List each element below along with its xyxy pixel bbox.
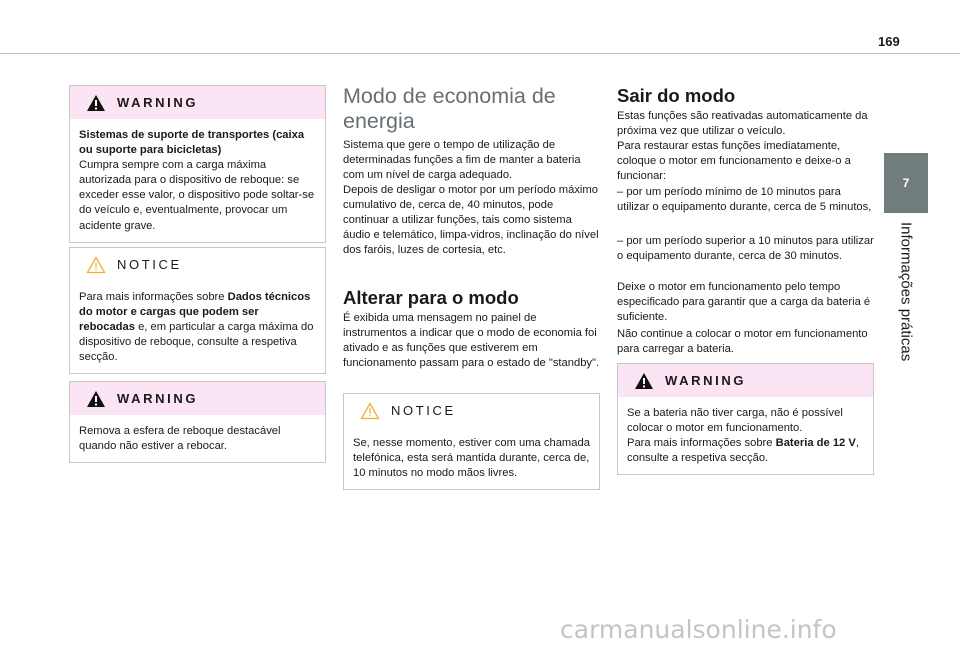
energy-para-2: Depois de desligar o motor por um período máximo cumulativo de, cerca de, 40 minutos, pode continuar a utilizar funções, tais como sistema áudio e telemático, limpa-vidros, inclinação do nível dos faróis, luzes de cortesia, etc.: [343, 184, 599, 257]
notice-text: Se, nesse momento, estiver com uma chamada telefónica, esta será mantida durante, cerca de, 10 minutos no modo mãos livres.: [353, 437, 590, 480]
warning-label: WARNING: [117, 391, 199, 406]
warning-body: [70, 119, 325, 242]
notice-label: NOTICE: [391, 403, 456, 418]
section-title-energy-economy: Modo de economia de energia: [343, 84, 556, 133]
warning-header: [70, 382, 325, 415]
exit-para-3: Deixe o motor em funcionamento pelo tempo especificado para garantir que a carga da bateria é suficiente.: [617, 281, 871, 324]
notice-triangle-icon: [86, 256, 106, 274]
chapter-title: [884, 214, 928, 374]
warning-text-pre: Para mais informações sobre: [627, 437, 776, 450]
exit-list-item-2: – por um período superior a 10 minutos para utilizar o equipamento durante, cerca de 30 minutos.: [617, 235, 874, 263]
warning-triangle-icon: [86, 390, 106, 408]
notice-text-post: e, em particular a carga máxima do dispositivo de reboque, consulte a respetiva secção.: [79, 321, 314, 364]
notice-label: NOTICE: [117, 257, 182, 272]
notice-box-phone: [343, 393, 600, 490]
exit-para-1: Estas funções são reativadas automaticamente da próxima vez que utilizar o veículo.: [617, 110, 868, 138]
warning-link-text: Bateria de 12 V: [775, 437, 856, 450]
warning-header: [70, 86, 325, 119]
notice-box-data: [69, 247, 326, 374]
warning-text-1: Se a bateria não tiver carga, não é possível colocar o motor em funcionamento.: [627, 407, 843, 435]
warning-box-battery: [617, 363, 874, 475]
notice-header: [344, 394, 599, 427]
header-rule: [0, 53, 960, 54]
notice-text-pre: Para mais informações sobre: [79, 291, 228, 303]
notice-triangle-icon: [360, 402, 380, 420]
warning-body: [618, 397, 873, 474]
chapter-title-text: Informações práticas: [897, 222, 915, 362]
warning-header: [618, 364, 873, 397]
notice-body: [344, 427, 599, 489]
exit-para-4: Não continue a colocar o motor em funcionamento para carregar a bateria.: [617, 328, 868, 356]
notice-body: [70, 281, 325, 373]
section-title-exit-mode: Sair do modo: [617, 85, 736, 106]
warning-text: Remova a esfera de reboque destacável quando não estiver a rebocar.: [79, 425, 281, 453]
warning-box-tow-ball: [69, 381, 326, 463]
warning-triangle-icon: [634, 372, 654, 390]
chapter-tab[interactable]: [884, 153, 928, 213]
exit-para-2: Para restaurar estas funções imediatamente, coloque o motor em funcionamento e deixe-o a funcionar:: [617, 140, 851, 183]
warning-heading: Sistemas de suporte de transportes (caixa ou suporte para bicicletas): [79, 129, 305, 157]
notice-header: [70, 248, 325, 281]
energy-para-1: Sistema que gere o tempo de utilização de determinadas funções a fim de manter a bateria com um nível de carga adequado.: [343, 139, 581, 182]
warning-triangle-icon: [86, 94, 106, 112]
watermark: carmanualsonline.info: [560, 615, 837, 644]
warning-label: WARNING: [665, 373, 747, 388]
warning-label: WARNING: [117, 95, 199, 110]
warning-text-post: , consulte a respetiva secção.: [627, 437, 859, 465]
page-number: 169: [878, 34, 900, 49]
warning-text: Cumpra sempre com a carga máxima autorizada para o dispositivo de reboque: se exceder esse valor, o dispositivo pode soltar-se do veículo e, eventualmente, provocar um acidente grave.: [79, 159, 315, 232]
section-title-switch-mode: Alterar para o modo: [343, 287, 519, 308]
warning-body: [70, 415, 325, 462]
warning-box-towing: [69, 85, 326, 243]
chapter-number: 7: [902, 176, 910, 190]
exit-list-item-1: – por um período mínimo de 10 minutos para utilizar o equipamento durante, cerca de 5 minutos,: [617, 186, 872, 214]
switch-mode-para: É exibida uma mensagem no painel de instrumentos a indicar que o modo de economia foi ativado e as funções que estiverem em funcionamento passam para o estado de "standby".: [343, 312, 600, 370]
notice-link-text: Dados técnicos do motor e cargas que podem ser rebocadas: [79, 291, 311, 334]
